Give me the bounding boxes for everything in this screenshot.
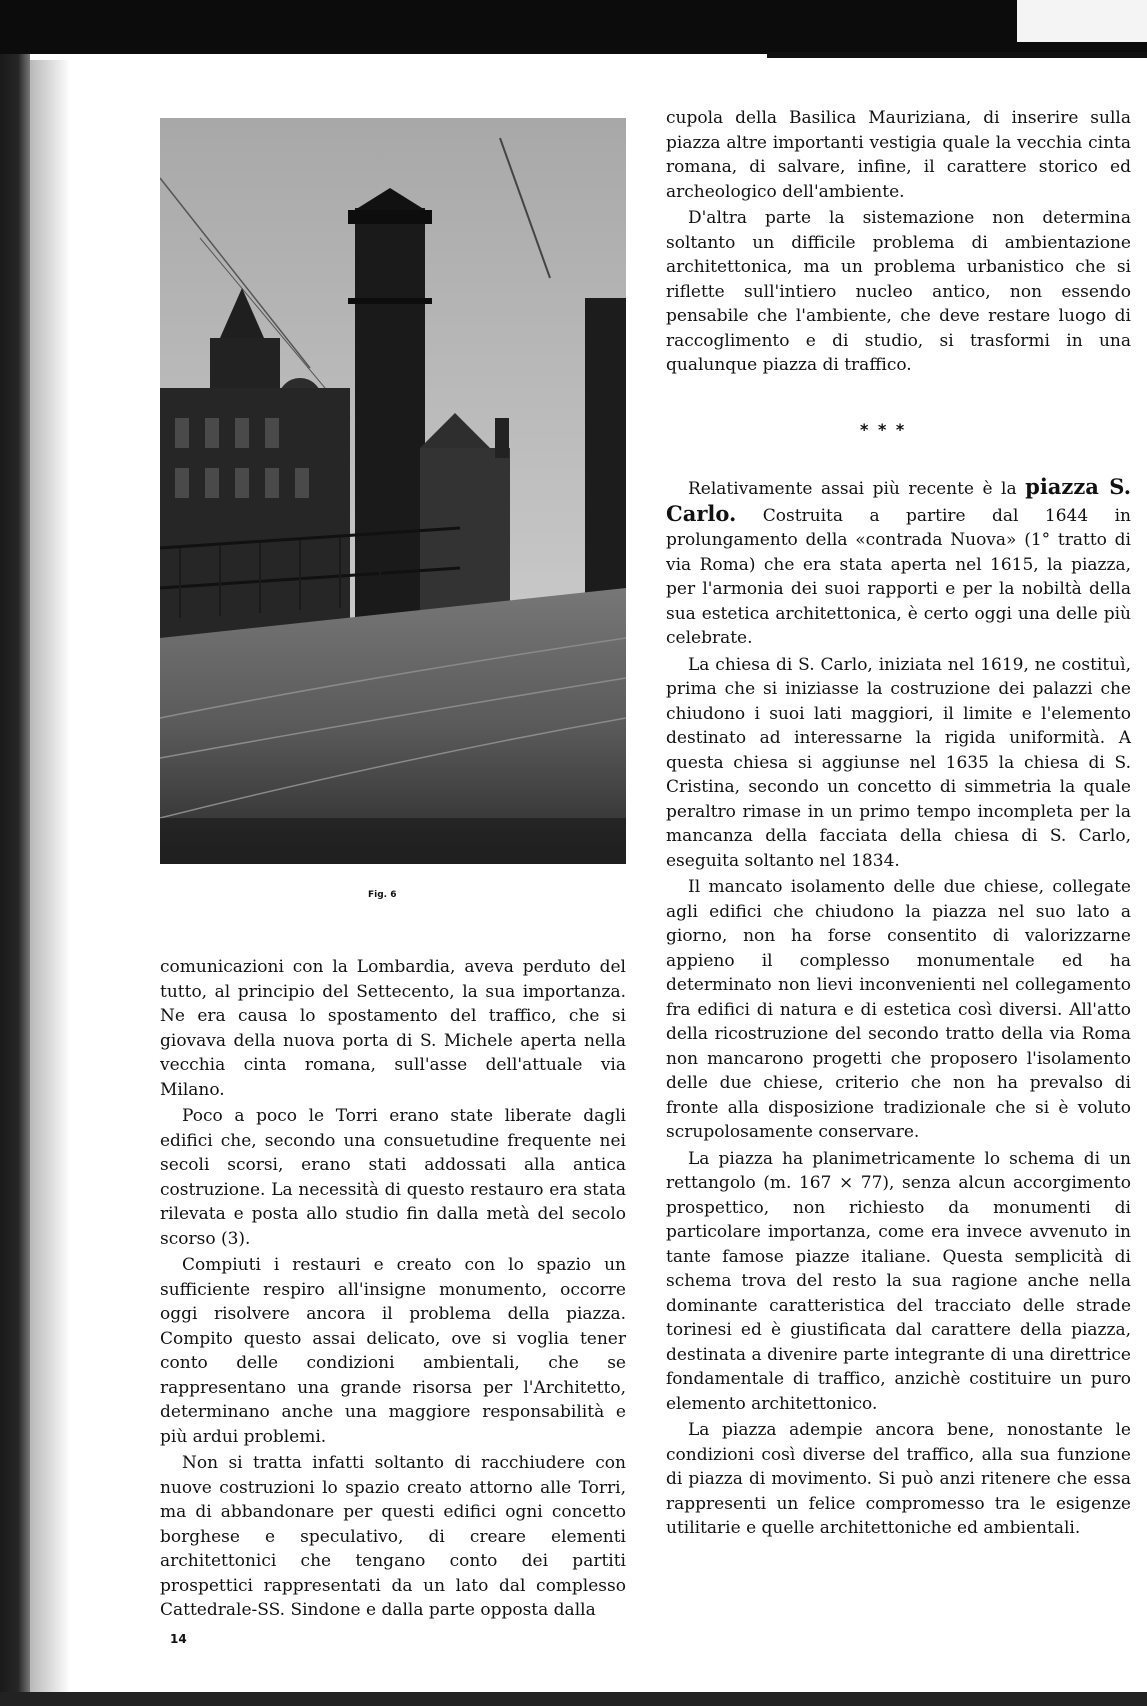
scan-edge-top: [0, 0, 1147, 54]
piazza-san-carlo-intro: [666, 475, 1131, 651]
left-paragraph-1: comunicazioni con la Lombardia, aveva perduto del tutto, al principio del Settecento, la sua importanza. Ne era causa lo spostamento del traffico, che si giovava della nuova porta di S. Michele aperta nella vecchia cinta romana, sull'asse dell'attuale via Milano.: [160, 957, 626, 1100]
right-bottom-paragraph-1: La chiesa di S. Carlo, iniziata nel 1619, ne costituì, prima che si iniziasse la costruzione dei palazzi che chiudono i suoi lati maggiori, il limite e l'elemento destinato ad interessarne la rigida uniformità. A questa chiesa si aggiunse nel 1635 la chiesa di S. Cristina, secondo un concetto di simmetria la quale peraltro rimase in un primo tempo incompleta per la mancanza della facciata della chiesa di S. Carlo, eseguita soltanto nel 1834.: [666, 654, 1131, 871]
tower-photograph: [160, 118, 626, 864]
right-bottom-paragraph-2: Il mancato isolamento delle due chiese, collegate agli edifici che chiudono la piazza nel suo lato a giorno, non ha forse consentito di valorizzarne appieno il complesso monumentale ed ha determinato non lievi inconvenienti nel collegamento fra edifici di natura e di estetica così diversi. All'atto della ricostruzione del secondo tratto della via Roma non mancarono progetti che proposero l'isolamento delle due chiese, criterio che non ha prevalso di fronte alla disposizione tradizionale che si è voluto scrupolosamente conservare.: [666, 877, 1131, 1142]
intro-start: Relativamente assai più recente è la: [688, 479, 1026, 499]
right-top-paragraph-1: cupola della Basilica Mauriziana, di inserire sulla piazza altre importanti vestigia quale la vecchia cinta romana, di salvare, infine, il carattere storico ed archeologico dell'ambiente.: [666, 108, 1131, 202]
right-bottom-paragraph-3: La piazza ha planimetricamente lo schema di un rettangolo (m. 167 × 77), senza alcun accorgimento prospettico, non richiesto da monumenti di particolare importanza, come era invece avvenuto in tante famose piazze italiane. Questa semplicità di schema trova del resto la sua ragione anche nella dominante caratteristica del tracciato delle strade torinesi ed è giustificata dal carattere della piazza, destinata a divenire parte integrante di una direttrice fondamentale di traffico, anzichè costituire un puro elemento architettonico.: [666, 1148, 1131, 1414]
left-paragraph-4: Non si tratta infatti soltanto di racchiudere con nuove costruzioni lo spazio creato attorno alle Torri, ma di abbandonare per questi edifici ogni concetto borghese e speculativo, di creare elementi architettonici che tengano conto dei partiti prospettici rappresentati da un lato dal complesso Cattedrale-SS. Sindone e dalla parte opposta dalla: [160, 1453, 626, 1620]
scan-edge-notch: [1017, 0, 1147, 42]
left-paragraph-2: Poco a poco le Torri erano state liberate dagli edifici che, secondo una consuetudine frequente nei secoli scorsi, erano stati addossati alla antica costruzione. La necessità di questo restauro era stata rilevata e posta allo studio fin dalla metà del secolo scorso (3).: [160, 1106, 626, 1249]
intro-rest: Costruita a partire dal 1644 in prolungamento della «contrada Nuova» (1° tratto di via Roma) che era stata aperta nel 1615, la piazza, per l'armonia dei suoi rapporti e per la nobiltà della sua estetica architettonica, è certo oggi una delle più celebrate.: [666, 505, 1131, 648]
left-column-text: [160, 955, 626, 1625]
figure-caption: Fig. 6: [368, 890, 397, 900]
right-column-top-text: [666, 106, 1131, 380]
scan-edge-line: [767, 52, 1147, 58]
scan-edge-left-shadow: [30, 60, 70, 1706]
right-column-bottom-text: [666, 475, 1131, 1543]
section-separator: * * *: [860, 420, 907, 439]
right-top-paragraph-2: D'altra parte la sistemazione non determina soltanto un difficile problema di ambientazione architettonica, ma un problema urbanistico che si riflette sull'intiero nucleo antico, non essendo pensabile che l'ambiente, che deve restare luogo di raccoglimento e di studio, si trasformi in una qualunque piazza di traffico.: [666, 208, 1131, 375]
scan-edge-bottom: [0, 1692, 1147, 1706]
right-bottom-paragraph-4: La piazza adempie ancora bene, nonostante le condizioni così diverse del traffico, alla sua funzione di piazza di movimento. Si può anzi ritenere che essa rappresenti un felice compromesso tra le esigenze utilitarie e quelle architettoniche ed ambientali.: [666, 1420, 1131, 1538]
page-number: 14: [170, 1632, 187, 1646]
left-paragraph-3: Compiuti i restauri e creato con lo spazio un sufficiente respiro all'insigne monumento, occorre oggi risolvere ancora il problema della piazza. Compito questo assai delicato, ove si voglia tener conto delle condizioni ambientali, che se rappresentano una grande risorsa per l'Architetto, determinano anche una maggiore responsabilità e più ardui problemi.: [160, 1255, 626, 1447]
piazza-san-carlo-heading: piazza S. Carlo.: [666, 474, 1132, 526]
scan-edge-left: [0, 54, 30, 1706]
